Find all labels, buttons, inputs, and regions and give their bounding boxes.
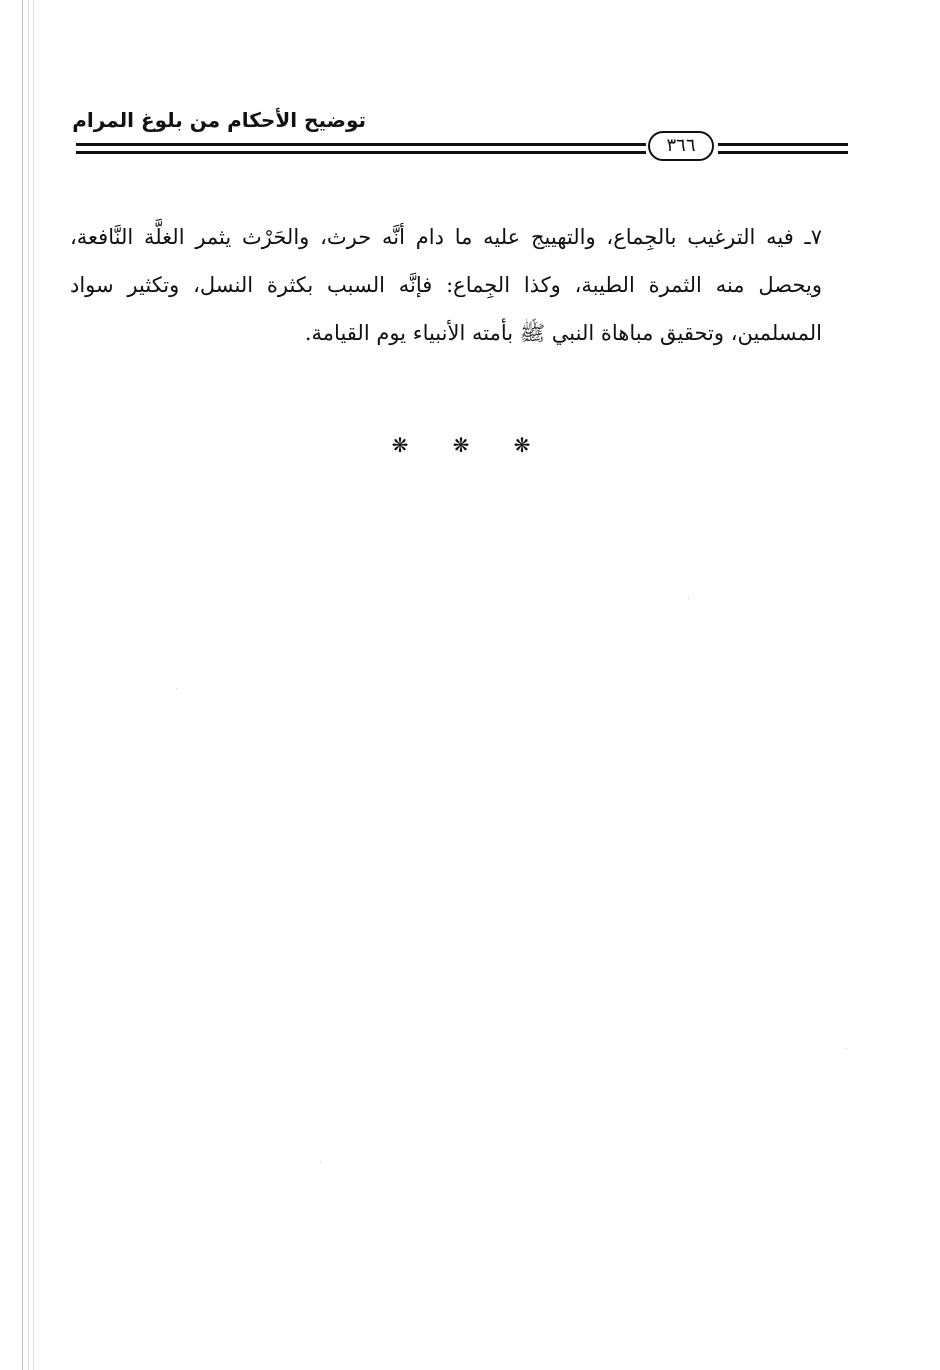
scan-speck [846,1048,847,1049]
ornament-star: ❋ [513,433,531,457]
header-rule-left-bottom [76,151,646,154]
scan-speck [688,598,689,599]
scan-edge-line [33,0,34,1370]
header-rule-left-top [76,143,646,146]
scan-edge-line [28,0,29,1370]
scan-speck [176,688,177,689]
ornament-star: ❋ [452,433,470,457]
scan-edge-line [22,0,23,1370]
body-paragraph: ٧ـ فيه الترغيب بالجِماع، والتهييج عليه ما دام أنَّه حرث، والحَرْث يثمر الغلَّة النَّافعة، ويحصل منه الثمرة الطيبة، وكذا الجِماع: فإنَّه السبب بكثرة النسل، وتكثير سواد المسلمين، وتحقيق مباهاة النبي ﷺ بأمته الأنبياء يوم القيامة. [70,225,822,345]
header-rule-right-top [718,143,848,146]
page-number: ٣٦٦ [648,131,714,161]
ornament-star: ❋ [391,433,409,457]
header-rule-right-bottom [718,151,848,154]
section-end-ornaments [390,428,532,462]
scan-speck [320,1162,321,1163]
running-title: توضيح الأحكام من بلوغ المرام [72,108,366,132]
